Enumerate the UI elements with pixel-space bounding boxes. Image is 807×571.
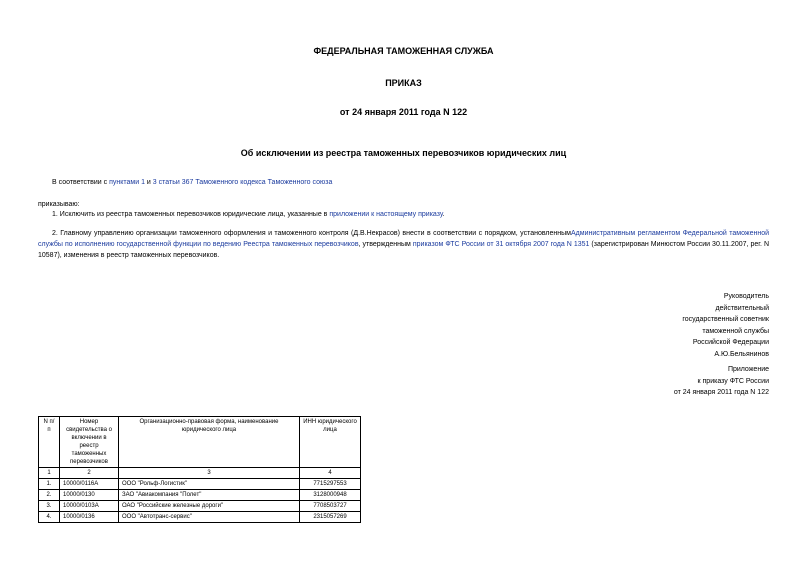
preamble — [52, 177, 772, 188]
preamble-text-1: В соответствии с — [52, 179, 110, 186]
document-type: ПРИКАЗ — [385, 78, 422, 88]
cell-number: 3. — [39, 501, 60, 512]
appendix-block — [674, 364, 769, 399]
signature-line: Российской Федерации — [692, 339, 769, 346]
header-number: N п/п — [39, 417, 60, 468]
signature-line: государственный советник — [682, 316, 769, 323]
signature-block — [682, 291, 769, 360]
cell-certificate: 10000/0136 — [60, 512, 119, 523]
item1-text-1: 1. Исключить из реестра таможенных перевозчиков юридические лица, указанные в — [52, 211, 330, 218]
table-numbering-row — [39, 468, 361, 479]
cell-organization: ОАО "Российские железные дороги" — [119, 501, 300, 512]
cell-certificate: 10000/0116А — [60, 479, 119, 490]
table-row — [39, 490, 361, 501]
link-article-367[interactable]: 3 статьи 367 Таможенного кодекса Таможенного союза — [152, 179, 333, 186]
cell-organization: ЗАО "Авиакомпания "Полет" — [119, 490, 300, 501]
order-item-1 — [52, 209, 772, 220]
item2-text-2: , утвержденным — [358, 241, 413, 248]
header-inn: ИНН юридического лица — [300, 417, 361, 468]
signature-line: таможенной службы — [702, 327, 769, 335]
cell-inn: 7708503727 — [300, 501, 361, 512]
header-organization: Организационно-правовая форма, наименование юридического лица — [119, 417, 300, 468]
cell-number: 1. — [39, 479, 60, 490]
numbering-cell: 4 — [300, 468, 361, 479]
appendix-line: к приказу ФТС России — [697, 377, 769, 385]
appendix-line: Приложение — [727, 366, 769, 373]
numbering-cell: 1 — [39, 468, 60, 479]
cell-number: 4. — [39, 512, 60, 523]
document-date: от 24 января 2011 года N 122 — [339, 107, 468, 117]
cell-inn: 3128000948 — [300, 490, 361, 501]
cell-number: 2. — [39, 490, 60, 501]
cell-organization: ООО "Рольф-Логистик" — [119, 479, 300, 490]
link-points[interactable]: пунктами 1 — [109, 179, 145, 186]
signature-name: А.Ю.Бельянинов — [714, 350, 769, 358]
numbering-cell: 2 — [60, 468, 119, 479]
carriers-table — [38, 416, 361, 523]
signature-line: действительный — [715, 304, 769, 312]
numbering-cell: 3 — [119, 468, 300, 479]
table-header-row — [39, 417, 361, 468]
cell-organization: ООО "Автотранс-сервис" — [119, 512, 300, 523]
cell-inn: 7715297553 — [300, 479, 361, 490]
table-row — [39, 512, 361, 523]
preamble-text-2: и — [144, 179, 153, 186]
item2-text-3: (зарегистрирован Минюстом России 30.11.2007, рег. N 10587), изменения в реестр таможенных перевозчиков. — [38, 241, 770, 259]
link-admin-regulation[interactable]: Административным регламентом Федеральной таможенной службы по исполнению государственной функции по ведению Реестра таможенных перевозчиков — [38, 230, 769, 248]
cell-inn: 2315057269 — [300, 512, 361, 523]
item1-text-2: . — [442, 211, 445, 218]
link-order-1351[interactable]: приказом ФТС России от 31 октября 2007 года N 1351 — [412, 241, 590, 248]
table-row — [39, 501, 361, 512]
order-word: приказываю: — [38, 201, 80, 208]
signature-line: Руководитель — [723, 293, 769, 300]
cell-certificate: 10000/0130 — [60, 490, 119, 501]
link-appendix[interactable]: приложении к настоящему приказу — [329, 211, 443, 218]
table-row — [39, 479, 361, 490]
appendix-line: от 24 января 2011 года N 122 — [673, 389, 769, 396]
document-title: Об исключении из реестра таможенных перевозчиков юридических лиц — [240, 148, 567, 158]
agency-name: ФЕДЕРАЛЬНАЯ ТАМОЖЕННАЯ СЛУЖБА — [313, 46, 494, 56]
order-item-2 — [38, 228, 769, 261]
header-certificate: Номер свидетельства о включении в реестр таможенных перевозчиков — [60, 417, 119, 468]
item2-text-1: 2. Главному управлению организации таможенного оформления и таможенного контроля (Д.В.Некрасов) внести в соответствии с порядком, установленным — [52, 230, 571, 237]
cell-certificate: 10000/0103А — [60, 501, 119, 512]
